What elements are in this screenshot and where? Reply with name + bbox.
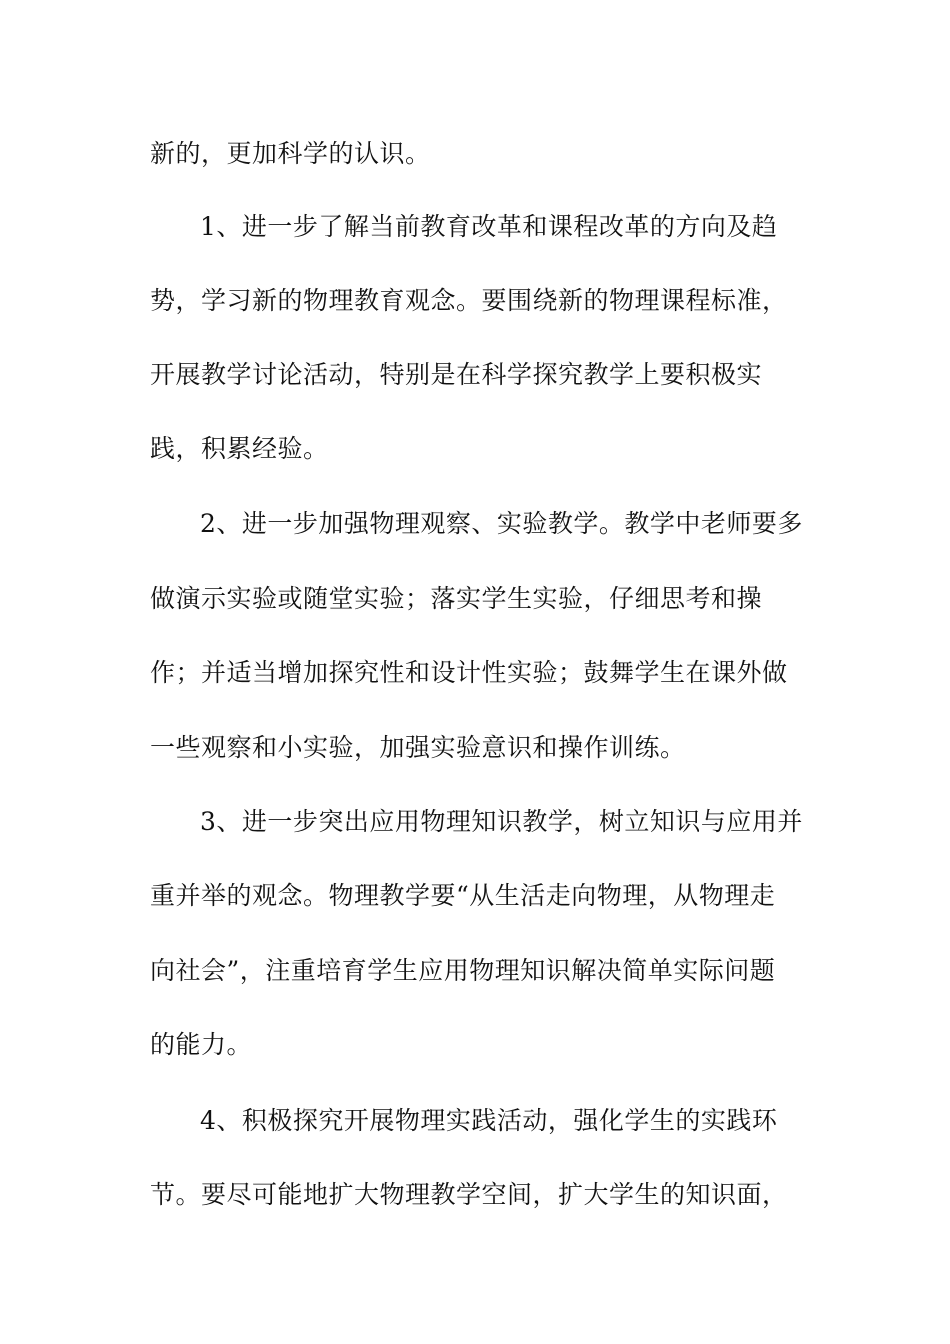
text-line: 践，积累经验。 (150, 434, 329, 463)
text-line-paragraph-4-start: 4、积极探究开展物理实践活动，强化学生的实践环 (200, 1106, 778, 1135)
text-line: 向社会”，注重培育学生应用物理知识解决简单实际问题 (150, 956, 776, 985)
text-line: 作；并适当增加探究性和设计性实验；鼓舞学生在课外做 (150, 658, 788, 687)
text-line: 节。要尽可能地扩大物理教学空间，扩大学生的知识面， (150, 1180, 788, 1209)
text-line: 势，学习新的物理教育观念。要围绕新的物理课程标准， (150, 286, 788, 315)
text-line: 重并举的观念。物理教学要“从生活走向物理，从物理走 (150, 881, 776, 910)
text-line-paragraph-3-start: 3、进一步突出应用物理知识教学，树立知识与应用并 (200, 807, 803, 836)
text-line: 新的，更加科学的认识。 (150, 139, 431, 168)
text-line: 的能力。 (150, 1030, 253, 1059)
text-line: 一些观察和小实验，加强实验意识和操作训练。 (150, 733, 686, 762)
text-line: 做演示实验或随堂实验；落实学生实验，仔细思考和操 (150, 584, 763, 613)
text-line-paragraph-1-start: 1、进一步了解当前教育改革和课程改革的方向及趋 (200, 212, 778, 241)
text-line: 开展教学讨论活动，特别是在科学探究教学上要积极实 (150, 360, 763, 389)
text-line-paragraph-2-start: 2、进一步加强物理观察、实验教学。教学中老师要多 (200, 509, 803, 538)
